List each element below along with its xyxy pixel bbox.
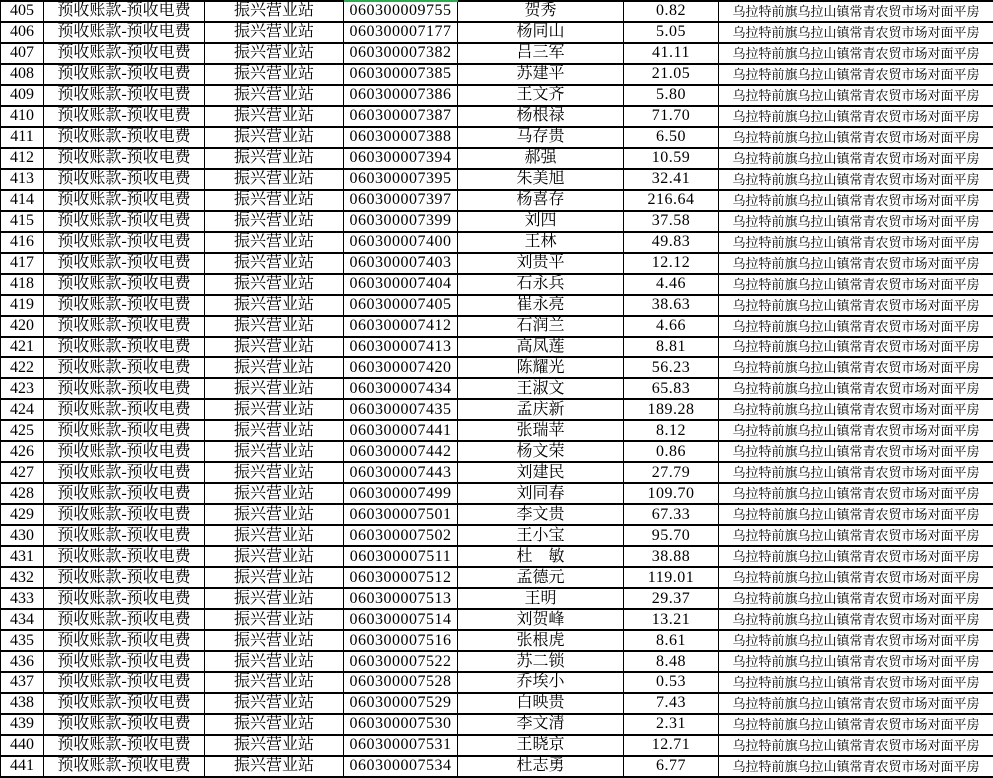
cell-address[interactable]: 乌拉特前旗乌拉山镇常青农贸市场对面平房: [719, 735, 993, 756]
cell-account-number[interactable]: 060300007530: [344, 714, 458, 735]
cell-address[interactable]: 乌拉特前旗乌拉山镇常青农贸市场对面平房: [719, 106, 993, 127]
cell-account-type[interactable]: 预收账款-预收电费: [44, 609, 205, 630]
cell-address[interactable]: 乌拉特前旗乌拉山镇常青农贸市场对面平房: [719, 22, 993, 43]
cell-address[interactable]: 乌拉特前旗乌拉山镇常青农贸市场对面平房: [719, 546, 993, 567]
cell-address[interactable]: 乌拉特前旗乌拉山镇常青农贸市场对面平房: [719, 148, 993, 169]
cell-account-number[interactable]: 060300007534: [344, 756, 458, 777]
cell-account-type[interactable]: 预收账款-预收电费: [44, 672, 205, 693]
cell-row-number[interactable]: 439: [1, 714, 44, 735]
cell-amount[interactable]: 12.71: [624, 735, 719, 756]
cell-amount[interactable]: 7.43: [624, 693, 719, 714]
cell-row-number[interactable]: 418: [1, 274, 44, 295]
cell-customer-name[interactable]: 孟德元: [458, 567, 624, 588]
cell-row-number[interactable]: 416: [1, 232, 44, 253]
table-row: [1, 337, 993, 358]
cell-row-number[interactable]: 422: [1, 357, 44, 378]
cell-customer-name[interactable]: 杨文荣: [458, 441, 624, 462]
cell-amount[interactable]: 0.53: [624, 672, 719, 693]
cell-station[interactable]: 振兴营业站: [205, 630, 344, 651]
cell-amount[interactable]: 38.88: [624, 546, 719, 567]
cell-address[interactable]: 乌拉特前旗乌拉山镇常青农贸市场对面平房: [719, 190, 993, 211]
cell-account-number[interactable]: 060300007395: [344, 169, 458, 190]
cell-customer-name[interactable]: 乔埃小: [458, 672, 624, 693]
cell-account-number[interactable]: 060300007522: [344, 651, 458, 672]
table-row: [1, 211, 993, 232]
cell-account-type[interactable]: 预收账款-预收电费: [44, 190, 205, 211]
cell-customer-name[interactable]: 马存贵: [458, 127, 624, 148]
cell-station[interactable]: 振兴营业站: [205, 232, 344, 253]
cell-account-type[interactable]: 预收账款-预收电费: [44, 169, 205, 190]
cell-row-number[interactable]: 419: [1, 295, 44, 316]
cell-station[interactable]: 振兴营业站: [205, 588, 344, 609]
cell-customer-name[interactable]: 王林: [458, 232, 624, 253]
cell-customer-name[interactable]: 刘贵平: [458, 253, 624, 274]
cell-row-number[interactable]: 430: [1, 525, 44, 546]
cell-station[interactable]: 振兴营业站: [205, 1, 344, 22]
cell-customer-name[interactable]: 李文清: [458, 714, 624, 735]
cell-account-type[interactable]: 预收账款-预收电费: [44, 504, 205, 525]
cell-amount[interactable]: 13.21: [624, 609, 719, 630]
cell-account-number[interactable]: 060300007531: [344, 735, 458, 756]
cell-account-type[interactable]: 预收账款-预收电费: [44, 462, 205, 483]
cell-station[interactable]: 振兴营业站: [205, 567, 344, 588]
cell-account-number[interactable]: 060300007441: [344, 420, 458, 441]
cell-account-type[interactable]: 预收账款-预收电费: [44, 693, 205, 714]
cell-row-number[interactable]: 429: [1, 504, 44, 525]
cell-amount[interactable]: 10.59: [624, 148, 719, 169]
cell-account-number[interactable]: 060300007386: [344, 85, 458, 106]
cell-amount[interactable]: 6.77: [624, 756, 719, 777]
cell-account-type[interactable]: 预收账款-预收电费: [44, 1, 205, 22]
cell-address[interactable]: 乌拉特前旗乌拉山镇常青农贸市场对面平房: [719, 399, 993, 420]
cell-row-number[interactable]: 406: [1, 22, 44, 43]
cell-amount[interactable]: 5.05: [624, 22, 719, 43]
table-row: [1, 22, 993, 43]
cell-row-number[interactable]: 405: [1, 1, 44, 22]
cell-account-number[interactable]: 060300007434: [344, 378, 458, 399]
cell-amount[interactable]: 67.33: [624, 504, 719, 525]
cell-customer-name[interactable]: 苏建平: [458, 64, 624, 85]
cell-station[interactable]: 振兴营业站: [205, 337, 344, 358]
cell-row-number[interactable]: 426: [1, 441, 44, 462]
table-row: [1, 651, 993, 672]
cell-station[interactable]: 振兴营业站: [205, 85, 344, 106]
table-row: [1, 630, 993, 651]
cell-account-type[interactable]: 预收账款-预收电费: [44, 106, 205, 127]
cell-account-number[interactable]: 060300007513: [344, 588, 458, 609]
cell-account-type[interactable]: 预收账款-预收电费: [44, 651, 205, 672]
cell-account-number[interactable]: 060300007403: [344, 253, 458, 274]
cell-customer-name[interactable]: 孟庆新: [458, 399, 624, 420]
cell-row-number[interactable]: 423: [1, 378, 44, 399]
cell-customer-name[interactable]: 贺秀: [458, 1, 624, 22]
cell-row-number[interactable]: 435: [1, 630, 44, 651]
cell-address[interactable]: 乌拉特前旗乌拉山镇常青农贸市场对面平房: [719, 316, 993, 337]
cell-account-number[interactable]: 060300007514: [344, 609, 458, 630]
table-row: [1, 316, 993, 337]
cell-account-number[interactable]: 060300007443: [344, 462, 458, 483]
cell-station[interactable]: 振兴营业站: [205, 316, 344, 337]
table-row: [1, 714, 993, 735]
table-row: [1, 127, 993, 148]
cell-customer-name[interactable]: 刘同春: [458, 483, 624, 504]
cell-address[interactable]: 乌拉特前旗乌拉山镇常青农贸市场对面平房: [719, 378, 993, 399]
cell-address[interactable]: 乌拉特前旗乌拉山镇常青农贸市场对面平房: [719, 43, 993, 64]
table-body: [1, 1, 993, 777]
cell-customer-name[interactable]: 王淑文: [458, 378, 624, 399]
cell-amount[interactable]: 49.83: [624, 232, 719, 253]
cell-row-number[interactable]: 431: [1, 546, 44, 567]
cell-account-type[interactable]: 预收账款-预收电费: [44, 756, 205, 777]
cell-station[interactable]: 振兴营业站: [205, 693, 344, 714]
cell-account-type[interactable]: 预收账款-预收电费: [44, 735, 205, 756]
table-row: [1, 462, 993, 483]
cell-row-number[interactable]: 425: [1, 420, 44, 441]
cell-row-number[interactable]: 438: [1, 693, 44, 714]
cell-account-number[interactable]: 060300007400: [344, 232, 458, 253]
cell-account-type[interactable]: 预收账款-预收电费: [44, 211, 205, 232]
cell-account-type[interactable]: 预收账款-预收电费: [44, 274, 205, 295]
cell-address[interactable]: 乌拉特前旗乌拉山镇常青农贸市场对面平房: [719, 462, 993, 483]
table-row: [1, 546, 993, 567]
cell-station[interactable]: 振兴营业站: [205, 64, 344, 85]
cell-account-number[interactable]: 060300007397: [344, 190, 458, 211]
cell-amount[interactable]: 109.70: [624, 483, 719, 504]
cell-station[interactable]: 振兴营业站: [205, 22, 344, 43]
cell-account-number[interactable]: 060300007399: [344, 211, 458, 232]
table-row: [1, 609, 993, 630]
cell-account-type[interactable]: 预收账款-预收电费: [44, 316, 205, 337]
cell-account-type[interactable]: 预收账款-预收电费: [44, 295, 205, 316]
table-row: [1, 504, 993, 525]
cell-amount[interactable]: 8.48: [624, 651, 719, 672]
cell-station[interactable]: 振兴营业站: [205, 127, 344, 148]
cell-station[interactable]: 振兴营业站: [205, 357, 344, 378]
cell-account-number[interactable]: 060300007420: [344, 357, 458, 378]
cell-amount[interactable]: 5.80: [624, 85, 719, 106]
cell-address[interactable]: 乌拉特前旗乌拉山镇常青农贸市场对面平房: [719, 651, 993, 672]
cell-customer-name[interactable]: 杨喜存: [458, 190, 624, 211]
cell-account-number[interactable]: 060300007516: [344, 630, 458, 651]
cell-row-number[interactable]: 408: [1, 64, 44, 85]
cell-customer-name[interactable]: 陈耀光: [458, 357, 624, 378]
cell-account-type[interactable]: 预收账款-预收电费: [44, 357, 205, 378]
table-row: [1, 399, 993, 420]
table-row: [1, 756, 993, 777]
cell-account-number[interactable]: 060300007387: [344, 106, 458, 127]
cell-station[interactable]: 振兴营业站: [205, 672, 344, 693]
cell-account-number[interactable]: 060300007412: [344, 316, 458, 337]
cell-account-type[interactable]: 预收账款-预收电费: [44, 630, 205, 651]
cell-address[interactable]: 乌拉特前旗乌拉山镇常青农贸市场对面平房: [719, 274, 993, 295]
cell-station[interactable]: 振兴营业站: [205, 504, 344, 525]
cell-amount[interactable]: 56.23: [624, 357, 719, 378]
cell-amount[interactable]: 27.79: [624, 462, 719, 483]
cell-station[interactable]: 振兴营业站: [205, 106, 344, 127]
cell-account-type[interactable]: 预收账款-预收电费: [44, 253, 205, 274]
cell-account-type[interactable]: 预收账款-预收电费: [44, 714, 205, 735]
cell-row-number[interactable]: 411: [1, 127, 44, 148]
cell-station[interactable]: 振兴营业站: [205, 190, 344, 211]
cell-address[interactable]: 乌拉特前旗乌拉山镇常青农贸市场对面平房: [719, 420, 993, 441]
cell-amount[interactable]: 32.41: [624, 169, 719, 190]
cell-station[interactable]: 振兴营业站: [205, 378, 344, 399]
cell-account-type[interactable]: 预收账款-预收电费: [44, 232, 205, 253]
cell-row-number[interactable]: 420: [1, 316, 44, 337]
cell-station[interactable]: 振兴营业站: [205, 211, 344, 232]
cell-account-type[interactable]: 预收账款-预收电费: [44, 525, 205, 546]
cell-amount[interactable]: 0.86: [624, 441, 719, 462]
cell-customer-name[interactable]: 白映贵: [458, 693, 624, 714]
cell-row-number[interactable]: 409: [1, 85, 44, 106]
cell-station[interactable]: 振兴营业站: [205, 651, 344, 672]
cell-address[interactable]: 乌拉特前旗乌拉山镇常青农贸市场对面平房: [719, 232, 993, 253]
cell-customer-name[interactable]: 杨根禄: [458, 106, 624, 127]
cell-account-type[interactable]: 预收账款-预收电费: [44, 43, 205, 64]
cell-address[interactable]: 乌拉特前旗乌拉山镇常青农贸市场对面平房: [719, 85, 993, 106]
cell-address[interactable]: 乌拉特前旗乌拉山镇常青农贸市场对面平房: [719, 609, 993, 630]
cell-account-type[interactable]: 预收账款-预收电费: [44, 22, 205, 43]
table-row: [1, 85, 993, 106]
cell-address[interactable]: 乌拉特前旗乌拉山镇常青农贸市场对面平房: [719, 1, 993, 22]
cell-account-number[interactable]: 060300007405: [344, 295, 458, 316]
cell-row-number[interactable]: 424: [1, 399, 44, 420]
cell-amount[interactable]: 65.83: [624, 378, 719, 399]
cell-customer-name[interactable]: 崔永亮: [458, 295, 624, 316]
cell-station[interactable]: 振兴营业站: [205, 274, 344, 295]
cell-account-type[interactable]: 预收账款-预收电费: [44, 420, 205, 441]
cell-account-number[interactable]: 060300007382: [344, 43, 458, 64]
cell-account-type[interactable]: 预收账款-预收电费: [44, 378, 205, 399]
cell-station[interactable]: 振兴营业站: [205, 714, 344, 735]
cell-address[interactable]: 乌拉特前旗乌拉山镇常青农贸市场对面平房: [719, 693, 993, 714]
cell-account-number-selected[interactable]: 060300009755: [344, 1, 458, 22]
cell-customer-name[interactable]: 王文齐: [458, 85, 624, 106]
cell-station[interactable]: 振兴营业站: [205, 441, 344, 462]
table-row: [1, 274, 993, 295]
cell-account-type[interactable]: 预收账款-预收电费: [44, 127, 205, 148]
table-row: [1, 735, 993, 756]
cell-station[interactable]: 振兴营业站: [205, 399, 344, 420]
cell-account-number[interactable]: 060300007388: [344, 127, 458, 148]
cell-customer-name[interactable]: 石润兰: [458, 316, 624, 337]
cell-account-number[interactable]: 060300007404: [344, 274, 458, 295]
cell-station[interactable]: 振兴营业站: [205, 609, 344, 630]
cell-amount[interactable]: 12.12: [624, 253, 719, 274]
table-row: [1, 1, 993, 22]
cell-amount[interactable]: 6.50: [624, 127, 719, 148]
cell-customer-name[interactable]: 高凤莲: [458, 337, 624, 358]
table-row: [1, 525, 993, 546]
cell-amount[interactable]: 21.05: [624, 64, 719, 85]
cell-customer-name[interactable]: 苏二锁: [458, 651, 624, 672]
cell-address[interactable]: 乌拉特前旗乌拉山镇常青农贸市场对面平房: [719, 672, 993, 693]
cell-row-number[interactable]: 427: [1, 462, 44, 483]
cell-amount[interactable]: 41.11: [624, 43, 719, 64]
cell-amount[interactable]: 29.37: [624, 588, 719, 609]
cell-address[interactable]: 乌拉特前旗乌拉山镇常青农贸市场对面平房: [719, 504, 993, 525]
cell-row-number[interactable]: 428: [1, 483, 44, 504]
cell-row-number[interactable]: 436: [1, 651, 44, 672]
cell-account-type[interactable]: 预收账款-预收电费: [44, 546, 205, 567]
cell-row-number[interactable]: 412: [1, 148, 44, 169]
cell-customer-name[interactable]: 王小宝: [458, 525, 624, 546]
cell-amount[interactable]: 8.12: [624, 420, 719, 441]
cell-station[interactable]: 振兴营业站: [205, 735, 344, 756]
cell-address[interactable]: 乌拉特前旗乌拉山镇常青农贸市场对面平房: [719, 337, 993, 358]
cell-account-number[interactable]: 060300007529: [344, 693, 458, 714]
cell-address[interactable]: 乌拉特前旗乌拉山镇常青农贸市场对面平房: [719, 441, 993, 462]
cell-row-number[interactable]: 415: [1, 211, 44, 232]
cell-row-number[interactable]: 437: [1, 672, 44, 693]
cell-customer-name[interactable]: 李文贵: [458, 504, 624, 525]
cell-address[interactable]: 乌拉特前旗乌拉山镇常青农贸市场对面平房: [719, 357, 993, 378]
table-row: [1, 441, 993, 462]
cell-station[interactable]: 振兴营业站: [205, 253, 344, 274]
table-row: [1, 148, 993, 169]
table-row: [1, 588, 993, 609]
cell-customer-name[interactable]: 王明: [458, 588, 624, 609]
cell-address[interactable]: 乌拉特前旗乌拉山镇常青农贸市场对面平房: [719, 630, 993, 651]
cell-station[interactable]: 振兴营业站: [205, 169, 344, 190]
table-row: [1, 253, 993, 274]
table-row: [1, 64, 993, 85]
cell-account-type[interactable]: 预收账款-预收电费: [44, 588, 205, 609]
cell-customer-name[interactable]: 刘四: [458, 211, 624, 232]
cell-amount[interactable]: 37.58: [624, 211, 719, 232]
cell-amount[interactable]: 0.82: [624, 1, 719, 22]
cell-row-number[interactable]: 410: [1, 106, 44, 127]
cell-customer-name[interactable]: 杜志勇: [458, 756, 624, 777]
cell-amount[interactable]: 95.70: [624, 525, 719, 546]
cell-account-type[interactable]: 预收账款-预收电费: [44, 337, 205, 358]
cell-station[interactable]: 振兴营业站: [205, 295, 344, 316]
cell-account-number[interactable]: 060300007394: [344, 148, 458, 169]
cell-account-type[interactable]: 预收账款-预收电费: [44, 148, 205, 169]
cell-account-type[interactable]: 预收账款-预收电费: [44, 567, 205, 588]
cell-account-number[interactable]: 060300007502: [344, 525, 458, 546]
cell-station[interactable]: 振兴营业站: [205, 546, 344, 567]
cell-station[interactable]: 振兴营业站: [205, 483, 344, 504]
cell-station[interactable]: 振兴营业站: [205, 43, 344, 64]
table-row: [1, 483, 993, 504]
cell-address[interactable]: 乌拉特前旗乌拉山镇常青农贸市场对面平房: [719, 588, 993, 609]
cell-row-number[interactable]: 413: [1, 169, 44, 190]
table-row: [1, 232, 993, 253]
cell-account-type[interactable]: 预收账款-预收电费: [44, 399, 205, 420]
cell-row-number[interactable]: 433: [1, 588, 44, 609]
cell-address[interactable]: 乌拉特前旗乌拉山镇常青农贸市场对面平房: [719, 714, 993, 735]
table-row: [1, 420, 993, 441]
cell-station[interactable]: 振兴营业站: [205, 525, 344, 546]
cell-account-type[interactable]: 预收账款-预收电费: [44, 483, 205, 504]
cell-account-number[interactable]: 060300007499: [344, 483, 458, 504]
cell-amount[interactable]: 4.66: [624, 316, 719, 337]
cell-address[interactable]: 乌拉特前旗乌拉山镇常青农贸市场对面平房: [719, 211, 993, 232]
cell-account-number[interactable]: 060300007512: [344, 567, 458, 588]
cell-account-type[interactable]: 预收账款-预收电费: [44, 441, 205, 462]
cell-address[interactable]: 乌拉特前旗乌拉山镇常青农贸市场对面平房: [719, 567, 993, 588]
cell-row-number[interactable]: 432: [1, 567, 44, 588]
cell-address[interactable]: 乌拉特前旗乌拉山镇常青农贸市场对面平房: [719, 525, 993, 546]
table-row: [1, 378, 993, 399]
cell-account-number[interactable]: 060300007435: [344, 399, 458, 420]
cell-customer-name[interactable]: 杜 敏: [458, 546, 624, 567]
cell-address[interactable]: 乌拉特前旗乌拉山镇常青农贸市场对面平房: [719, 483, 993, 504]
cell-amount[interactable]: 119.01: [624, 567, 719, 588]
cell-row-number[interactable]: 441: [1, 756, 44, 777]
cell-station[interactable]: 振兴营业站: [205, 420, 344, 441]
cell-account-number[interactable]: 060300007442: [344, 441, 458, 462]
table-row: [1, 295, 993, 316]
cell-address[interactable]: 乌拉特前旗乌拉山镇常青农贸市场对面平房: [719, 64, 993, 85]
cell-customer-name[interactable]: 吕三军: [458, 43, 624, 64]
cell-amount[interactable]: 189.28: [624, 399, 719, 420]
cell-address[interactable]: 乌拉特前旗乌拉山镇常青农贸市场对面平房: [719, 295, 993, 316]
cell-address[interactable]: 乌拉特前旗乌拉山镇常青农贸市场对面平房: [719, 169, 993, 190]
cell-account-number[interactable]: 060300007501: [344, 504, 458, 525]
cell-account-number[interactable]: 060300007413: [344, 337, 458, 358]
cell-row-number[interactable]: 421: [1, 337, 44, 358]
cell-amount[interactable]: 71.70: [624, 106, 719, 127]
cell-customer-name[interactable]: 张瑞苹: [458, 420, 624, 441]
cell-address[interactable]: 乌拉特前旗乌拉山镇常青农贸市场对面平房: [719, 127, 993, 148]
cell-amount[interactable]: 38.63: [624, 295, 719, 316]
cell-row-number[interactable]: 417: [1, 253, 44, 274]
cell-customer-name[interactable]: 王晓京: [458, 735, 624, 756]
table-row: [1, 106, 993, 127]
cell-address[interactable]: 乌拉特前旗乌拉山镇常青农贸市场对面平房: [719, 253, 993, 274]
cell-amount[interactable]: 4.46: [624, 274, 719, 295]
table-row: [1, 169, 993, 190]
cell-customer-name[interactable]: 张根虎: [458, 630, 624, 651]
cell-row-number[interactable]: 434: [1, 609, 44, 630]
cell-customer-name[interactable]: 郝强: [458, 148, 624, 169]
cell-account-number[interactable]: 060300007385: [344, 64, 458, 85]
cell-account-number[interactable]: 060300007528: [344, 672, 458, 693]
cell-amount[interactable]: 8.81: [624, 337, 719, 358]
cell-row-number[interactable]: 440: [1, 735, 44, 756]
cell-amount[interactable]: 216.64: [624, 190, 719, 211]
cell-account-number[interactable]: 060300007177: [344, 22, 458, 43]
cell-account-number[interactable]: 060300007511: [344, 546, 458, 567]
cell-account-type[interactable]: 预收账款-预收电费: [44, 64, 205, 85]
cell-station[interactable]: 振兴营业站: [205, 462, 344, 483]
cell-account-type[interactable]: 预收账款-预收电费: [44, 85, 205, 106]
cell-station[interactable]: 振兴营业站: [205, 148, 344, 169]
table-row: [1, 43, 993, 64]
cell-station[interactable]: 振兴营业站: [205, 756, 344, 777]
cell-row-number[interactable]: 407: [1, 43, 44, 64]
table-row: [1, 190, 993, 211]
table-row: [1, 672, 993, 693]
cell-row-number[interactable]: 414: [1, 190, 44, 211]
table-row: [1, 357, 993, 378]
cell-customer-name[interactable]: 朱美旭: [458, 169, 624, 190]
cell-customer-name[interactable]: 石永兵: [458, 274, 624, 295]
table-row: [1, 693, 993, 714]
cell-customer-name[interactable]: 杨同山: [458, 22, 624, 43]
cell-customer-name[interactable]: 刘建民: [458, 462, 624, 483]
cell-amount[interactable]: 8.61: [624, 630, 719, 651]
cell-amount[interactable]: 2.31: [624, 714, 719, 735]
table-row: [1, 567, 993, 588]
cell-customer-name[interactable]: 刘贺峰: [458, 609, 624, 630]
cell-address[interactable]: 乌拉特前旗乌拉山镇常青农贸市场对面平房: [719, 756, 993, 777]
